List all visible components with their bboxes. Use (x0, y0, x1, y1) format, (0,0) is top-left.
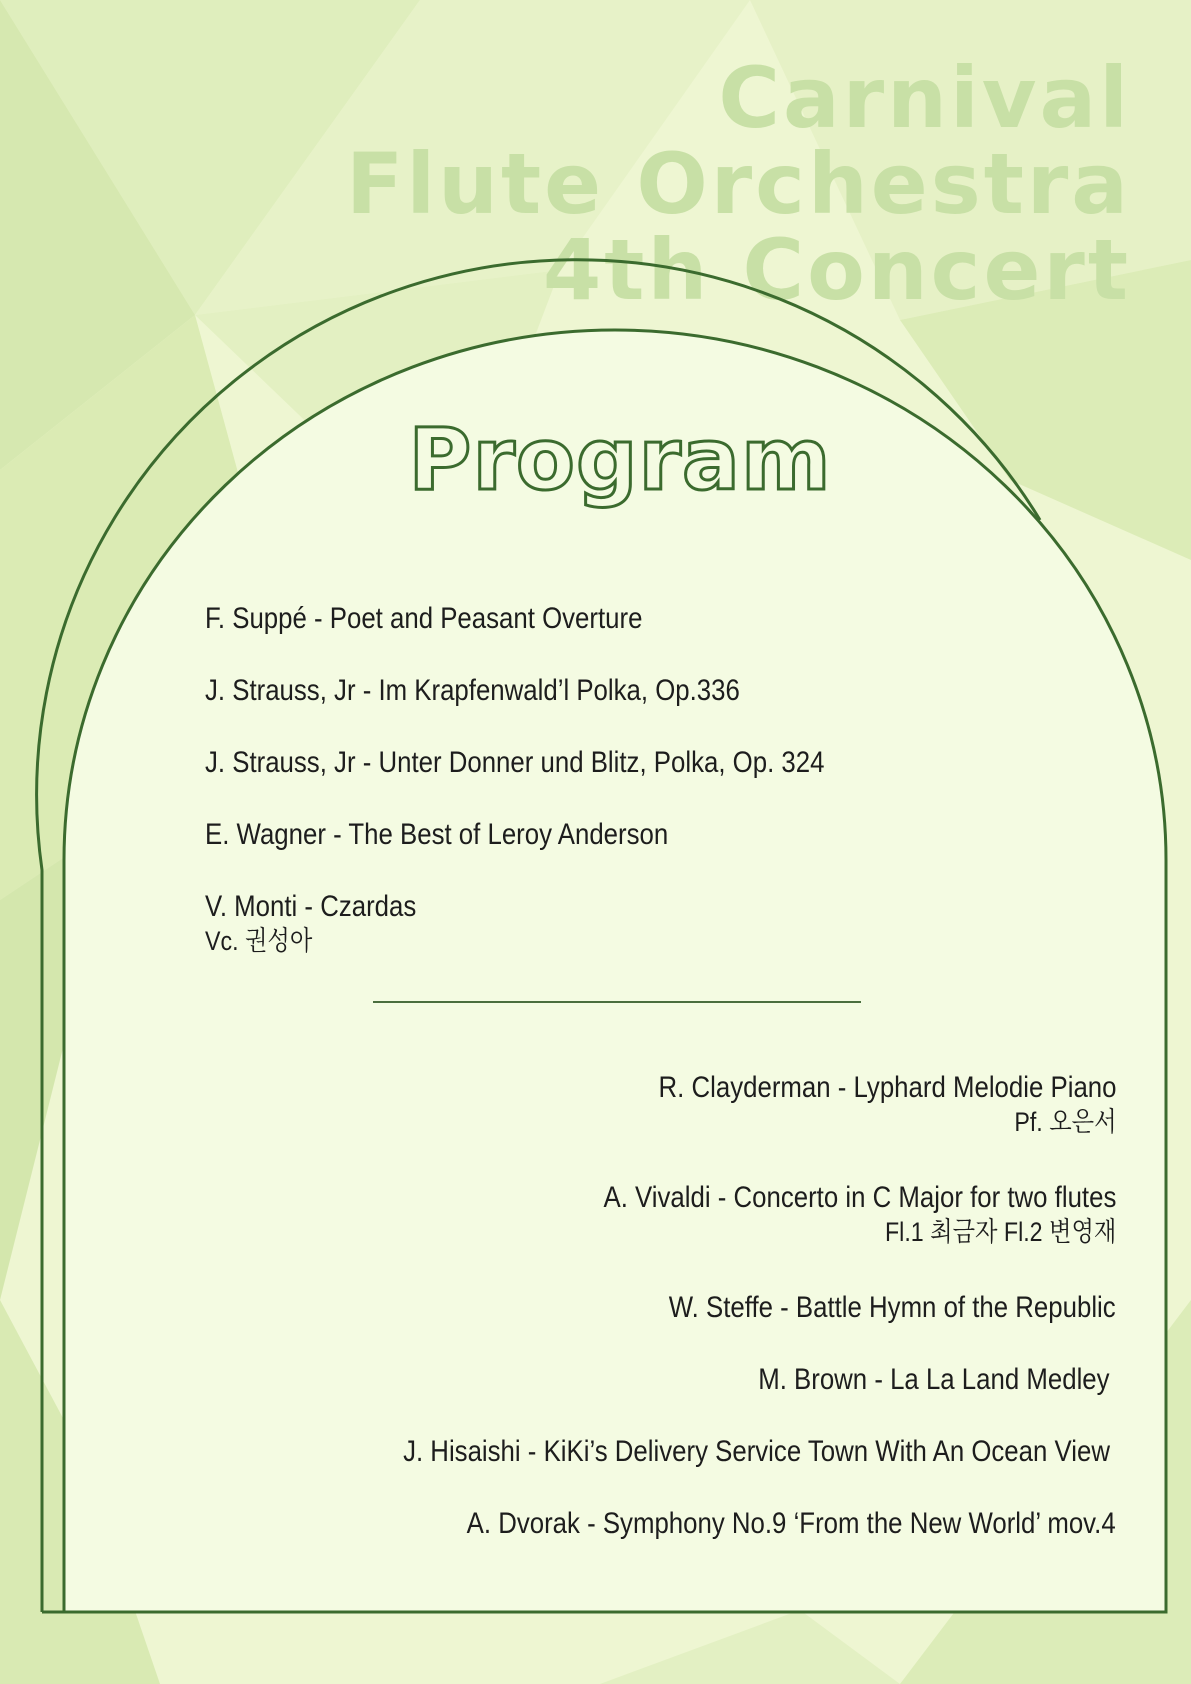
concert-title-line-2: Flute Orchestra (345, 135, 1131, 233)
program-item-2-piece: J. Strauss, Jr - Im Krapfenwald’l Polka, Op.336 (205, 674, 740, 707)
program-item-5-soloist: Vc. 권성아 (205, 926, 313, 956)
program-item-8 (669, 1290, 1116, 1326)
program-item-3-piece: J. Strauss, Jr - Unter Donner und Blitz, Polka, Op. 324 (205, 746, 825, 779)
concert-title-line-3: 4th Concert (542, 221, 1131, 319)
program-item-5-piece: V. Monti - Czardas (205, 890, 417, 923)
program-item-11 (467, 1506, 1116, 1542)
program-item-10 (403, 1434, 1110, 1470)
program-item-4-piece: E. Wagner - The Best of Leroy Anderson (205, 818, 669, 851)
program-item-6 (658, 1070, 1116, 1138)
concert-title-line-1: Carnival (718, 49, 1131, 147)
program-item-3 (205, 745, 824, 781)
program-item-11-piece: A. Dvorak - Symphony No.9 ‘From the New World’ mov.4 (466, 1507, 1116, 1540)
intermission-divider (373, 1001, 861, 1003)
program-item-10-piece: J. Hisaishi - KiKi’s Delivery Service Town With An Ocean View (403, 1435, 1110, 1468)
program-item-9 (759, 1362, 1110, 1398)
program-item-5 (205, 889, 416, 957)
program-item-1 (205, 601, 642, 637)
program-item-7-piece: A. Vivaldi - Concerto in C Major for two flutes (603, 1181, 1116, 1214)
program-item-7-soloist: Fl.1 최금자 Fl.2 변영재 (884, 1217, 1116, 1247)
program-item-9-piece: M. Brown - La La Land Medley (758, 1363, 1110, 1396)
program-heading: Program (408, 410, 832, 510)
program-item-1-piece: F. Suppé - Poet and Peasant Overture (205, 602, 643, 635)
program-item-6-piece: R. Clayderman - Lyphard Melodie Piano (658, 1071, 1116, 1104)
program-item-2 (205, 673, 740, 709)
program-item-6-soloist: Pf. 오은서 (1013, 1107, 1116, 1137)
program-item-7 (603, 1180, 1116, 1248)
program-item-8-piece: W. Steffe - Battle Hymn of the Republic (669, 1291, 1116, 1324)
program-item-4 (205, 817, 668, 853)
